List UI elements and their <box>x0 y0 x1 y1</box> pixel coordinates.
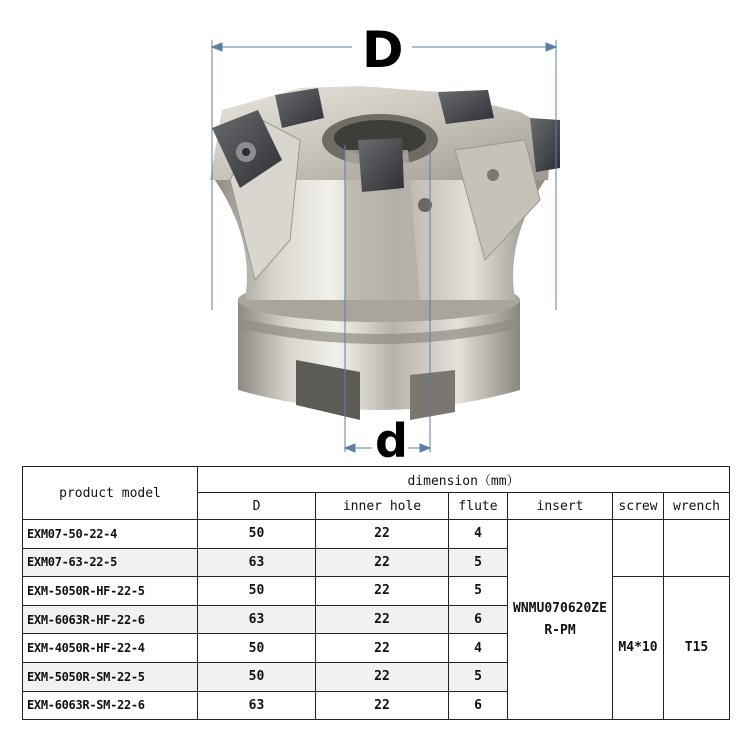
cell-D: 50 <box>198 520 316 549</box>
cell-flute: 6 <box>449 691 508 720</box>
header-inner-hole: inner hole <box>316 493 449 520</box>
cell-D: 50 <box>198 634 316 663</box>
cell-model: EXM07-50-22-4 <box>23 520 198 549</box>
header-insert: insert <box>508 493 613 520</box>
cell-inner-hole: 22 <box>316 691 449 720</box>
header-D: D <box>198 493 316 520</box>
cell-flute: 4 <box>449 634 508 663</box>
cell-screw: M4*10 <box>613 577 664 720</box>
cell-model: EXM-5050R-HF-22-5 <box>23 577 198 606</box>
cell-flute: 5 <box>449 577 508 606</box>
cell-insert <box>508 520 613 720</box>
header-screw: screw <box>613 493 664 520</box>
cell-wrench: T15 <box>664 577 730 720</box>
cell-flute: 5 <box>449 548 508 577</box>
cell-inner-hole: 22 <box>316 520 449 549</box>
cell-model: EXM-5050R-SM-22-5 <box>23 662 198 691</box>
cell-flute: 5 <box>449 662 508 691</box>
cell-D: 50 <box>198 662 316 691</box>
cell-model: EXM-4050R-HF-22-4 <box>23 634 198 663</box>
insert-line-1: WNMU070620ZE <box>513 600 607 616</box>
insert-front <box>358 138 404 192</box>
cell-model: EXM-6063R-SM-22-6 <box>23 691 198 720</box>
table-row <box>23 577 730 606</box>
key-slot-right <box>410 370 455 420</box>
spec-table <box>22 466 730 720</box>
dimension-label-d: d <box>375 414 408 468</box>
cell-inner-hole: 22 <box>316 605 449 634</box>
cell-inner-hole: 22 <box>316 634 449 663</box>
cell-screw-empty <box>613 520 664 577</box>
cell-model: EXM-6063R-HF-22-6 <box>23 605 198 634</box>
cell-inner-hole: 22 <box>316 662 449 691</box>
cell-inner-hole: 22 <box>316 548 449 577</box>
cell-wrench-empty <box>664 520 730 577</box>
cell-D: 63 <box>198 548 316 577</box>
insert-line-2: R-PM <box>544 622 576 638</box>
insert-top-right <box>438 90 494 124</box>
header-flute: flute <box>449 493 508 520</box>
header-wrench: wrench <box>664 493 730 520</box>
header-dimension-group: dimension（mm） <box>198 467 730 493</box>
cell-D: 63 <box>198 691 316 720</box>
cell-D: 50 <box>198 577 316 606</box>
dimension-label-D: D <box>362 21 404 79</box>
cell-flute: 6 <box>449 605 508 634</box>
cell-flute: 4 <box>449 520 508 549</box>
table-row <box>23 520 730 549</box>
cell-inner-hole: 22 <box>316 577 449 606</box>
header-product-model: product model <box>23 467 198 520</box>
cell-model: EXM07-63-22-5 <box>23 548 198 577</box>
cell-D: 63 <box>198 605 316 634</box>
